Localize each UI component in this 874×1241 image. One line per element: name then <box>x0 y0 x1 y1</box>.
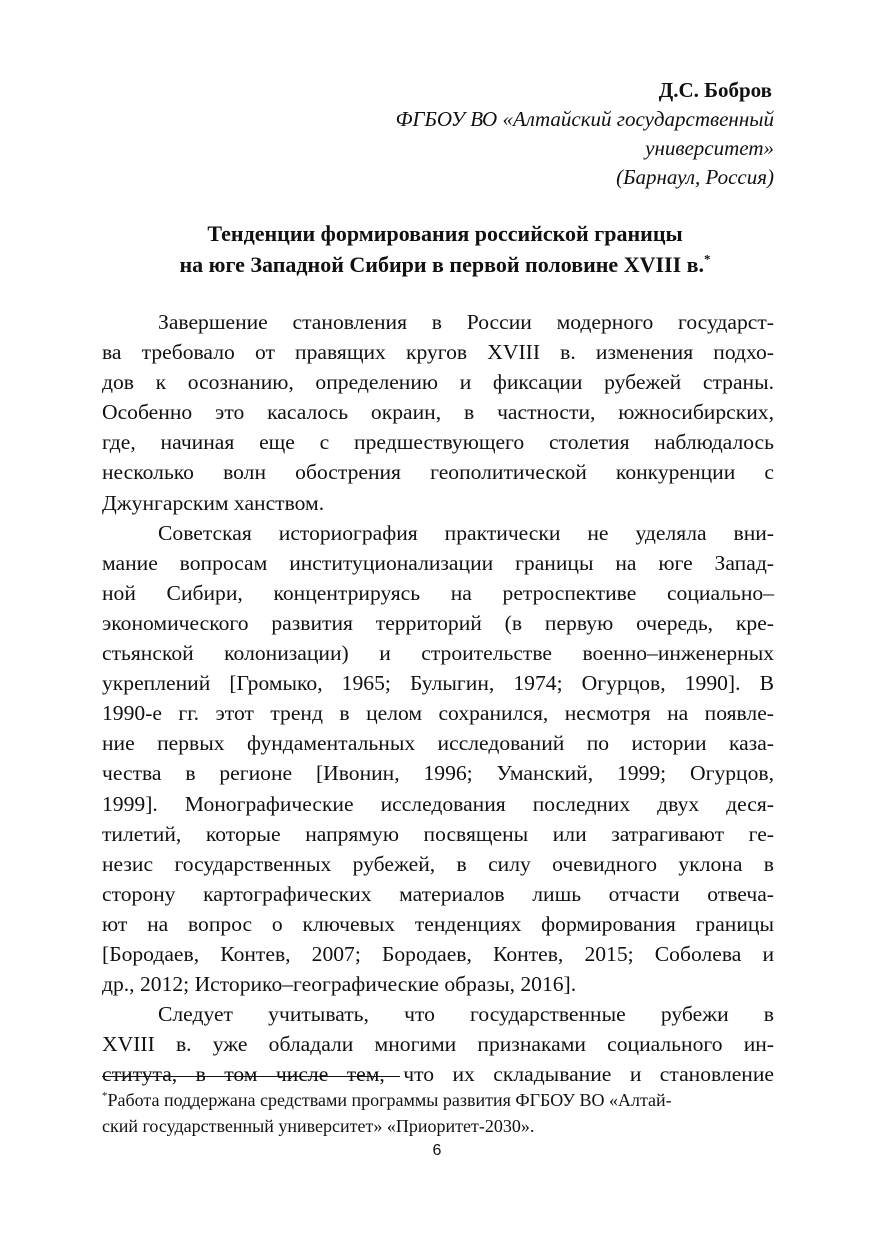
text-line: незис государственных рубежей, в силу очевидного уклона в <box>102 851 774 876</box>
text-line: Следует учитывать, что государственные рубежи в <box>158 1002 774 1027</box>
title-line-text: на юге Западной Сибири в первой половине XVIII в. <box>179 252 705 277</box>
text-line: [Бородаев, Контев, 2007; Бородаев, Контев, 2015; Соболева и <box>102 941 774 966</box>
text-line: Особенно это касалось окраин, в частности, южносибирских, <box>102 400 774 425</box>
footnote-text: Работа поддержана средствами программы развития ФГБОУ ВО «Алтай- <box>107 1090 672 1110</box>
text-line: ние первых фундаментальных исследований по истории каза- <box>102 731 774 756</box>
text-line: дов к осознанию, определению и фиксации рубежей страны. <box>102 370 774 395</box>
affiliation-line: университет» <box>645 136 774 160</box>
text-line: Джунгарским ханством. <box>102 490 325 515</box>
author-block <box>396 76 774 192</box>
affiliation-line: ФГБОУ ВО «Алтайский государственный <box>395 107 774 131</box>
text-line: тилетий, которые напрямую посвящены или затрагивают ге- <box>102 821 774 846</box>
title-line: Тенденции формирования российской границы <box>207 221 683 246</box>
text-line: укреплений [Громыко, 1965; Булыгин, 1974; Огурцов, 1990]. В <box>102 671 774 696</box>
text-line: др., 2012; Историко–географические образы, 2016]. <box>102 972 577 997</box>
paragraph-1 <box>102 307 774 518</box>
text-line: 1990-е гг. этот тренд в целом сохранился, несмотря на появле- <box>102 701 774 726</box>
article-body <box>102 307 774 1089</box>
text-line: где, начиная еще с предшествующего столетия наблюдалось <box>102 430 774 455</box>
footnote-mark: * <box>102 1090 108 1102</box>
text-line: Завершение становления в России модерного государст- <box>158 310 774 334</box>
text-line: экономического развития территорий (в первую очередь, кре- <box>102 610 774 635</box>
text-line: Советская историография практически не уделяла вни- <box>158 520 774 545</box>
footnote-separator <box>102 1076 400 1077</box>
author-name: Д.С. Бобров <box>658 78 772 102</box>
title-line <box>100 249 790 280</box>
paragraph-2 <box>102 518 774 1000</box>
text-line: ститута, в том числе тем, что их складывание и становление <box>102 1062 774 1087</box>
text-line: сторону картографических материалов лишь отчасти отвеча- <box>102 881 774 906</box>
footnote-line: ский государственный университет» «Приоритет-2030». <box>102 1116 535 1136</box>
text-line: стьянской колонизации) и строительстве военно–инженерных <box>102 641 774 666</box>
title-footnote-mark: * <box>704 251 711 267</box>
footnote-line <box>102 1087 774 1113</box>
article-title <box>100 218 790 280</box>
text-line: мание вопросам институционализации границы на юге Запад- <box>102 550 774 575</box>
text-line: ной Сибири, концентрируясь на ретроспективе социально– <box>102 580 774 605</box>
text-line: ют на вопрос о ключевых тенденциях формирования границы <box>102 911 774 936</box>
page-number: 6 <box>432 1142 442 1159</box>
text-line: ва требовало от правящих кругов XVIII в. изменения подхо- <box>102 340 774 365</box>
text-line: XVIII в. уже обладали многими признаками социального ин- <box>102 1032 774 1057</box>
affiliation-location: (Барнаул, Россия) <box>616 165 774 189</box>
text-line: несколько волн обострения геополитической конкуренции с <box>102 460 774 485</box>
text-line: 1999]. Монографические исследования последних двух деся- <box>102 791 774 816</box>
text-line: чества в регионе [Ивонин, 1996; Уманский, 1999; Огурцов, <box>102 761 774 786</box>
footnote <box>102 1087 774 1139</box>
